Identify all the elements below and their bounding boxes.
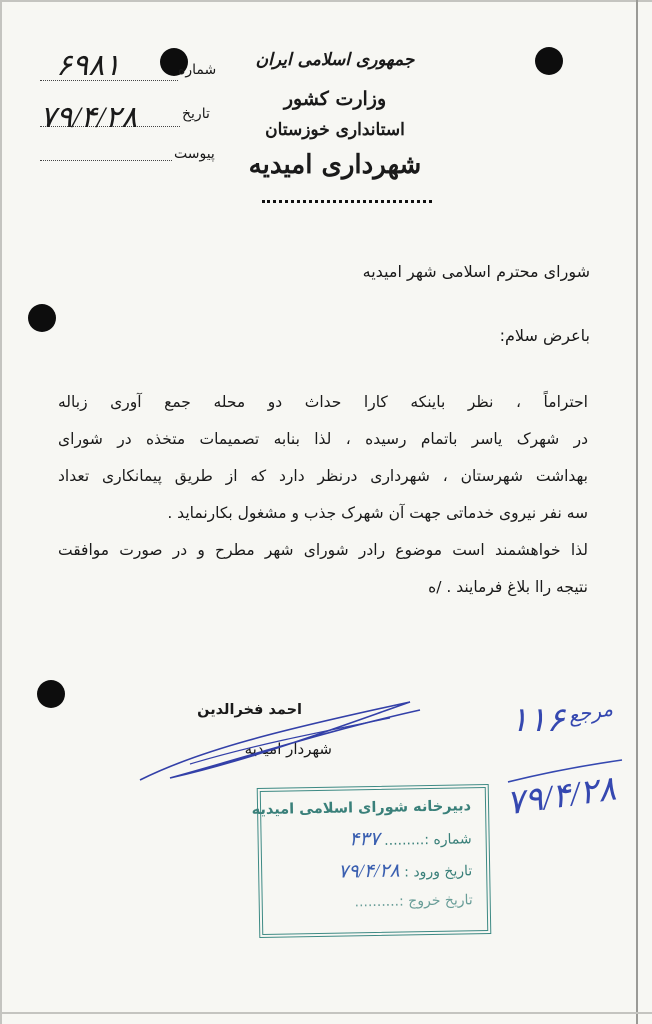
body-line: لذا خواهشمند است موضوع رادر شورای شهر مطرح و در صورت موافقت (58, 541, 588, 559)
body-line: نتیجه راا بلاغ فرمایند . /ه (428, 578, 588, 596)
handwritten-signature (130, 690, 430, 790)
date-value: ۷۹/۴/۲۸ (40, 101, 138, 134)
addressee: شورای محترم اسلامی شهر امیدیه (362, 262, 590, 281)
annotation-date: ۷۹/۴/۲۸ (504, 770, 619, 823)
municipality-heading: شهرداری امیدیه (248, 150, 422, 180)
top-edge (0, 0, 652, 2)
body-line: بهداشت شهرستان ، شهرداری درنظر دارد که از طریق پیمانکاری تعداد (58, 467, 588, 485)
greeting: باعرض سلام: (499, 326, 590, 345)
number-value: ۶۹۸۱ (56, 49, 121, 82)
stamp-title: دبیرخانه شورای اسلامی امیدیه (251, 798, 472, 819)
body-line: احتراماً ، نظر باینکه کارا حداث دو محله جمع آوری زباله (58, 393, 588, 411)
stamp-incoming-label: تاریخ ورود (413, 863, 473, 881)
stamp-number-value: ۴۳۷ (348, 828, 380, 851)
left-edge (0, 0, 2, 1024)
number-label: شماره (178, 62, 217, 78)
governorate-heading: استانداری خوزستان (265, 120, 405, 140)
stamp-number: شماره :......... ۴۳۷ (348, 828, 472, 851)
attachment-label: پیوست (174, 146, 215, 162)
punch-hole-icon (37, 680, 65, 708)
stamp-number-label: شماره (433, 831, 472, 848)
attachment-line (40, 160, 172, 161)
date-label: تاریخ (182, 106, 210, 122)
punch-hole-icon (28, 304, 56, 332)
stamp-outgoing-date: تاریخ خروج :.......... (354, 892, 473, 911)
right-edge (636, 0, 638, 1024)
annotation-number: ۱۱۶ (510, 702, 565, 739)
annotation-word: مرجع (566, 696, 615, 728)
stamp-outgoing-label: تاریخ خروج (408, 892, 473, 910)
body-line: در شهرک یاسر باتمام رسیده ، لذا بنابه تصمیمات متخذه در شورای (58, 430, 588, 448)
header-divider (262, 200, 432, 203)
bottom-edge (0, 1012, 652, 1014)
council-stamp (251, 784, 492, 938)
stamp-incoming-date: تاریخ ورود : ۷۹/۴/۲۸ (337, 860, 473, 883)
republic-heading: جمهوری اسلامی ایران (255, 50, 415, 70)
letter-body (58, 384, 588, 606)
body-line: سه نفر نیروی خدماتی جهت آن شهرک جذب و مشغول بکارنماید . (167, 504, 588, 522)
stamp-incoming-value: ۷۹/۴/۲۸ (337, 860, 400, 883)
punch-hole-icon (535, 47, 563, 75)
signatory-name: احمد فخرالدین (197, 702, 302, 718)
signatory-title: شهردار امیدیه (244, 740, 332, 758)
ministry-heading: وزارت کشور (283, 88, 387, 110)
